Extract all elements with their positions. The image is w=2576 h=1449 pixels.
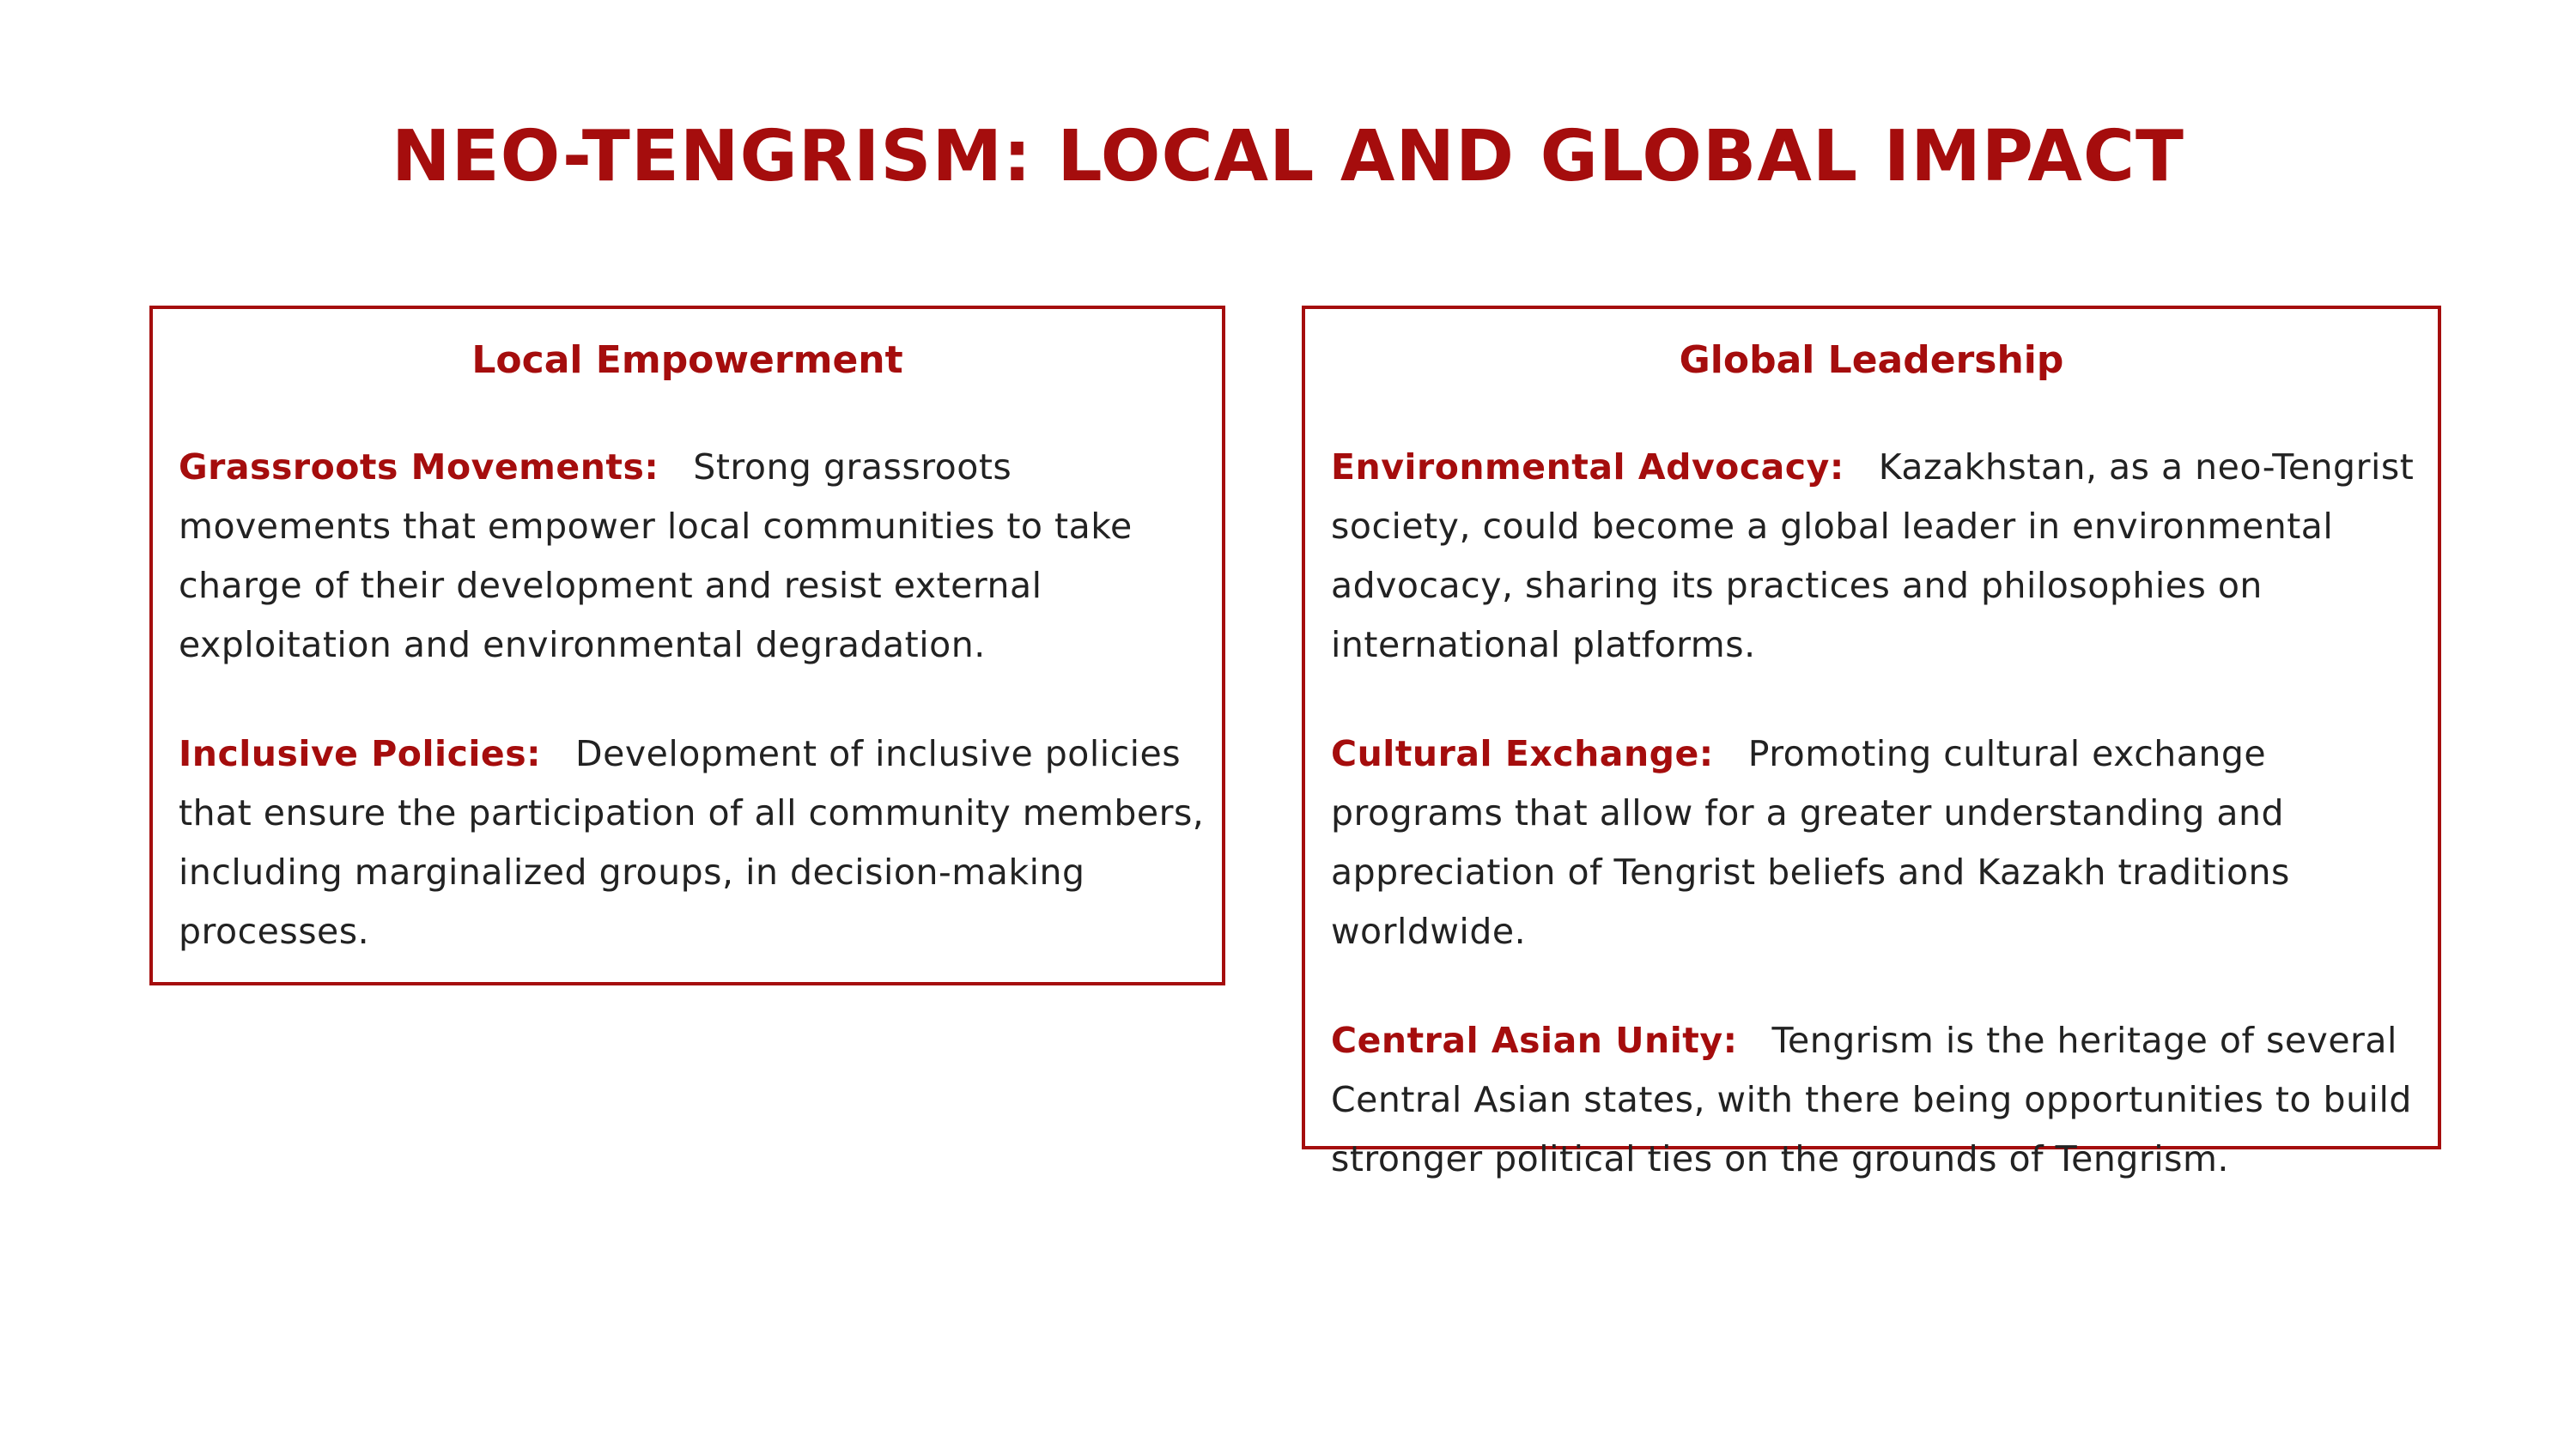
local-entries (179, 438, 1205, 1011)
entry-inclusive-policies (179, 724, 1205, 961)
entry-label: Environmental Advocacy: (1331, 446, 1844, 488)
entry-label: Cultural Exchange: (1331, 733, 1714, 774)
entry-grassroots-movements (179, 438, 1205, 675)
entry-label: Central Asian Unity: (1331, 1020, 1738, 1061)
entry-text: Development of inclusive policies that ensure the participation of all community members, including marginalized groups, in decision-making processes. (179, 733, 1205, 952)
entry-text: Tengrism is the heritage of several Central Asian states, with there being opportunities to build stronger political ties on the grounds of Tengrism. (1331, 1020, 2412, 1179)
entry-text: Strong grassroots movements that empower local communities to take charge of their development and resist external exploitation and environmental degradation. (179, 446, 1133, 665)
global-leadership-heading: Global Leadership (1679, 338, 2064, 382)
global-entries (1331, 438, 2421, 1239)
entry-environmental-advocacy (1331, 438, 2421, 675)
entry-text: Kazakhstan, as a neo-Tengrist society, could become a global leader in environmental advocacy, sharing its practices and philosophies on international platforms. (1331, 446, 2415, 665)
entry-label: Inclusive Policies: (179, 733, 542, 774)
entry-text: Promoting cultural exchange programs that allow for a greater understanding and appreciation of Tengrist beliefs and Kazakh traditions worldwide. (1331, 733, 2290, 952)
global-leadership-panel (1302, 306, 2441, 1179)
local-empowerment-panel (149, 306, 1225, 985)
local-empowerment-heading: Local Empowerment (471, 338, 903, 382)
entry-cultural-exchange (1331, 724, 2421, 961)
slide-title: NEO-TENGRISM: LOCAL AND GLOBAL IMPACT (392, 116, 2184, 197)
entry-central-asian-unity (1331, 1011, 2421, 1189)
entry-label: Grassroots Movements: (179, 446, 659, 488)
